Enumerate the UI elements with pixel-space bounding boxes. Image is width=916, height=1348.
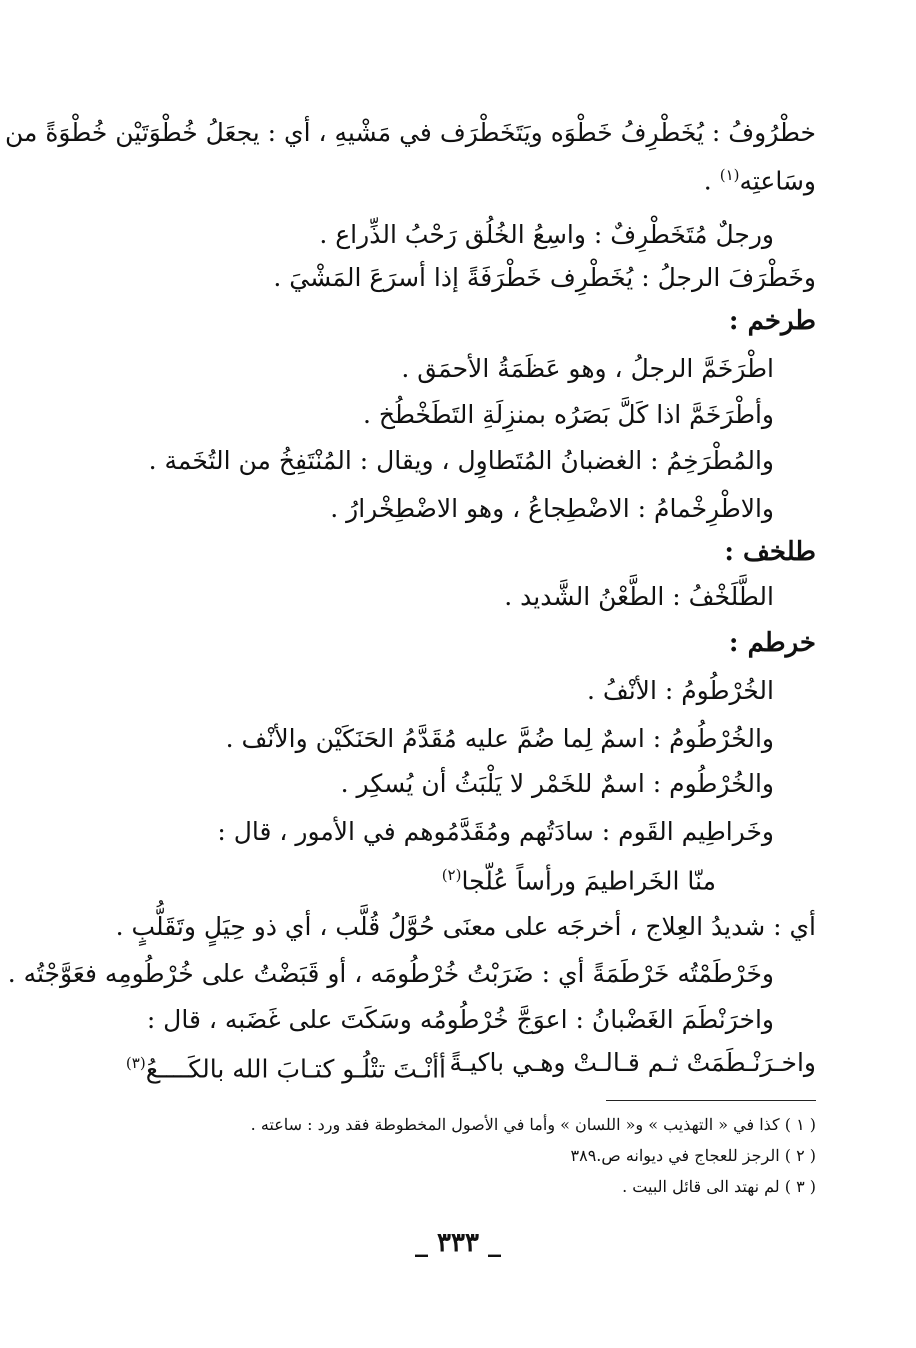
rajaz-text: منّا الخَراطيمَ ورأساً عُلّجا: [461, 866, 716, 896]
entry-text-line: وأطْرَخَمَّ اذا كَلَّ بَصَرُه بمنزِلَةِ التَطَخْطُخ .: [363, 400, 774, 429]
entry-text-line: الطَّلَخْفُ : الطَّعْنُ الشَّديد .: [504, 582, 774, 611]
entry-text-line: الخُرْطُومُ : الأنْفُ .: [586, 676, 774, 705]
entry-heading: طرخم :: [728, 306, 816, 336]
page-number: _ ٣٣٣ _: [414, 1228, 502, 1258]
verse-second-half-text: أأنْـتَ تتْلُـو كتـابَ الله بالكَــــعُ: [145, 1054, 446, 1084]
verse-second-half: [126, 1046, 446, 1086]
entry-text-line: والخُرْطُومُ : اسمٌ لِما ضُمَّ عليه مُقَدَّمُ الحَنَكَيْن والأنْف .: [225, 724, 774, 753]
footnote-ref: (١): [719, 166, 740, 184]
entry-text-line: خطْرُوفُ : يُخَطْرِفُ خَطْوَه ويَتَخَطْرَف في مَشْيهِ ، أي : يجعَلُ خُطْوَتَيْن خُطْوَةً من: [4, 118, 816, 147]
entry-text-line: أي : شديدُ العِلاج ، أخرجَه على معنَى حُوَّلُ قُلَّب ، أي ذو حِيَلٍ وتَقَلُّبٍ .: [115, 912, 816, 941]
entry-text-line: اطْرَخَمَّ الرجلُ ، وهو عَظَمَةُ الأحمَق .: [401, 354, 774, 383]
entry-text-line: وخَطْرَفَ الرجلُ : يُخَطْرِف خَطْرَفَةً إذا أسرَعَ المَشْيَ .: [273, 263, 816, 292]
entry-text-line: وخَراطِيم القَوم : سادَتُهم ومُقَدَّمُوهم في الأمور ، قال :: [217, 817, 774, 846]
entry-text-line: [704, 158, 816, 198]
footnote: ( ١ ) كذا في « التهذيب » و« اللسان » وأما في الأصول المخطوطة فقد ورد : ساعته .: [250, 1115, 816, 1134]
rajaz-line: [442, 858, 716, 898]
period: .: [703, 166, 712, 196]
entry-text-line: واخرَنْطَمَ الغَضْبانُ : اعوَجَّ خُرْطُومُه وسَكَتَ على غَضَبه ، قال :: [146, 1005, 774, 1034]
footnote-ref: (٢): [441, 866, 462, 884]
entry-heading: طلخف :: [724, 537, 816, 567]
entry-text-line: والاطْرِخْمامُ : الاضْطِجاعُ ، وهو الاضْطِخْرارُ .: [330, 494, 774, 523]
entry-text: وسَاعتِه: [739, 166, 816, 196]
footnote-ref: (٣): [125, 1054, 146, 1072]
footnote-divider: [606, 1100, 816, 1101]
footnote: ( ٢ ) الرجز للعجاج في ديوانه ص.٣٨٩: [570, 1146, 816, 1165]
entry-text-line: والمُطْرَخِمُ : الغضبانُ المُتَطاوِل ، ويقال : المُنْتَفِخُ من التُخَمة .: [148, 446, 774, 475]
entry-text-line: ورجلٌ مُتَخَطْرِفٌ : واسِعُ الخُلُق رَحْبُ الذِّراع .: [319, 220, 774, 249]
entry-text-line: والخُرْطُوم : اسمٌ للخَمْر لا يَلْبَثُ أن يُسكِر .: [340, 769, 774, 798]
entry-heading: خرطم :: [728, 628, 816, 658]
entry-text-line: وخَرْطَمْتُه خَرْطَمَةً أي : ضَرَبْتُ خُرْطُومَه ، أو قَبَضْتُ على خُرْطُومِه فعَوَّجْتُه .: [7, 959, 774, 988]
footnote: ( ٣ ) لم نهتد الى قائل البيت .: [622, 1177, 816, 1196]
verse-first-half: واخـرَنْـطَمَتْ ثـم قـالـتْ وهـي باكيـةً: [449, 1048, 816, 1077]
